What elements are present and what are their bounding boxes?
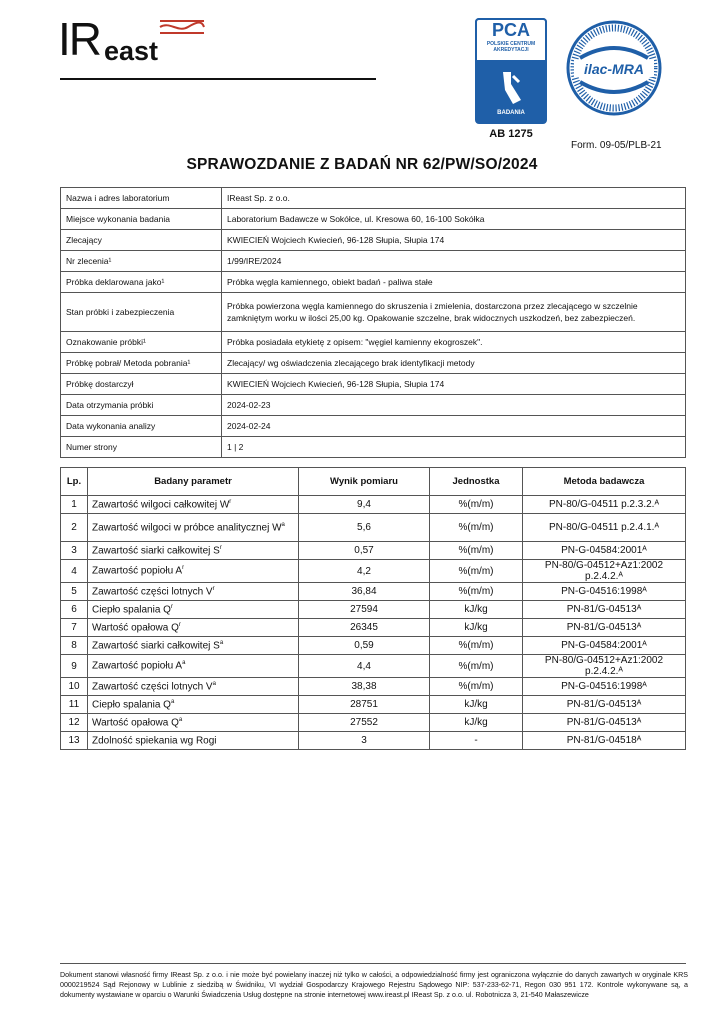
row-unit: kJ/kg bbox=[430, 619, 523, 637]
row-parameter: Zawartość części lotnych $V^a$ bbox=[88, 678, 299, 696]
flask-icon bbox=[497, 70, 525, 106]
row-unit: %(m/m) bbox=[430, 542, 523, 560]
row-value: 28751 bbox=[299, 696, 430, 714]
info-row bbox=[61, 251, 686, 272]
info-label: Próbka deklarowana jako¹ bbox=[61, 272, 222, 293]
row-unit: %(m/m) bbox=[430, 560, 523, 583]
row-value: 27594 bbox=[299, 601, 430, 619]
table-row bbox=[61, 601, 686, 619]
row-parameter: Ciepło spalania $Q^r$ bbox=[88, 601, 299, 619]
row-lp: 10 bbox=[61, 678, 88, 696]
row-method: PN-81/G-04518ᴬ bbox=[523, 732, 686, 750]
accreditation-number: AB 1275 bbox=[489, 128, 533, 140]
row-parameter: Zawartość popiołu $A^a$ bbox=[88, 655, 299, 678]
info-value: KWIECIEŃ Wojciech Kwiecień, 96-128 Słupia, Słupia 174 bbox=[222, 230, 686, 251]
col-header-parameter: Badany parametr bbox=[88, 468, 299, 496]
row-value: 0,57 bbox=[299, 542, 430, 560]
row-value: 27552 bbox=[299, 714, 430, 732]
row-lp: 12 bbox=[61, 714, 88, 732]
table-row bbox=[61, 655, 686, 678]
table-row bbox=[61, 714, 686, 732]
row-value: 26345 bbox=[299, 619, 430, 637]
row-parameter: Zawartość wilgoci całkowitej $W^r$ bbox=[88, 496, 299, 514]
row-lp: 9 bbox=[61, 655, 88, 678]
row-unit: kJ/kg bbox=[430, 714, 523, 732]
row-parameter: Wartość opałowa $Q^a$ bbox=[88, 714, 299, 732]
row-method: PN-G-04516:1998ᴬ bbox=[523, 583, 686, 601]
table-row bbox=[61, 678, 686, 696]
parameter-basis: r bbox=[182, 565, 185, 572]
row-parameter: Zawartość części lotnych $V^r$ bbox=[88, 583, 299, 601]
row-lp: 4 bbox=[61, 560, 88, 583]
pca-category: BADANIA bbox=[497, 110, 525, 116]
row-unit: %(m/m) bbox=[430, 496, 523, 514]
row-value: 38,38 bbox=[299, 678, 430, 696]
table-row bbox=[61, 637, 686, 655]
parameter-basis: a bbox=[212, 680, 216, 687]
info-label: Miejsce wykonania badania bbox=[61, 209, 222, 230]
row-lp: 7 bbox=[61, 619, 88, 637]
row-unit: %(m/m) bbox=[430, 655, 523, 678]
row-parameter: Wartość opałowa $Q^r$ bbox=[88, 619, 299, 637]
pca-org-name: POLSKIE CENTRUM AKREDYTACJI bbox=[486, 41, 536, 53]
info-label: Stan próbki i zabezpieczenia bbox=[61, 293, 222, 332]
row-value: 0,59 bbox=[299, 637, 430, 655]
row-lp: 11 bbox=[61, 696, 88, 714]
info-value: Próbka powierzona węgla kamiennego do skruszenia i zmielenia, dostarczona przez zlecającego w szczelnie zamkniętym worku w ilości 25,00 kg. Opakowanie szczelne, brak widocznych uszkodzeń, bez zabezpieczeń. bbox=[222, 293, 686, 332]
row-parameter: Zawartość popiołu $A^r$ bbox=[88, 560, 299, 583]
info-label: Nazwa i adres laboratorium bbox=[61, 188, 222, 209]
row-unit: %(m/m) bbox=[430, 514, 523, 542]
info-value: 2024-02-24 bbox=[222, 416, 686, 437]
info-row bbox=[61, 416, 686, 437]
row-lp: 2 bbox=[61, 514, 88, 542]
footer-rule bbox=[60, 963, 686, 964]
info-row bbox=[61, 188, 686, 209]
col-header-unit: Jednostka bbox=[430, 468, 523, 496]
row-method: PN-G-04584:2001ᴬ bbox=[523, 542, 686, 560]
row-value: 3 bbox=[299, 732, 430, 750]
parameter-basis: r bbox=[212, 585, 215, 592]
row-parameter: Zawartość siarki całkowitej $S^a$ bbox=[88, 637, 299, 655]
col-header-method: Metoda badawcza bbox=[523, 468, 686, 496]
info-row bbox=[61, 209, 686, 230]
row-method: PN-81/G-04513ᴬ bbox=[523, 714, 686, 732]
row-parameter: Zawartość wilgoci w próbce analitycznej $W^a$ bbox=[88, 514, 299, 542]
info-value: IReast Sp. z o.o. bbox=[222, 188, 686, 209]
row-unit: %(m/m) bbox=[430, 637, 523, 655]
row-lp: 1 bbox=[61, 496, 88, 514]
row-method: PN-81/G-04513ᴬ bbox=[523, 619, 686, 637]
row-unit: - bbox=[430, 732, 523, 750]
row-method: PN-80/G-04512+Az1:2002 p.2.4.2.ᴬ bbox=[523, 560, 686, 583]
row-lp: 6 bbox=[61, 601, 88, 619]
row-method: PN-80/G-04511 p.2.4.1.ᴬ bbox=[523, 514, 686, 542]
row-method: PN-81/G-04513ᴬ bbox=[523, 601, 686, 619]
row-value: 36,84 bbox=[299, 583, 430, 601]
row-unit: %(m/m) bbox=[430, 583, 523, 601]
info-row bbox=[61, 437, 686, 458]
info-value: 1/99/IRE/2024 bbox=[222, 251, 686, 272]
info-label: Próbkę dostarczył bbox=[61, 374, 222, 395]
parameter-basis: a bbox=[281, 521, 285, 528]
info-row bbox=[61, 230, 686, 251]
table-row bbox=[61, 542, 686, 560]
svg-text:ilac-MRA: ilac-MRA bbox=[584, 61, 644, 77]
logo-main-text: IR bbox=[58, 13, 100, 65]
row-method: PN-G-04584:2001ᴬ bbox=[523, 637, 686, 655]
row-unit: kJ/kg bbox=[430, 696, 523, 714]
table-row bbox=[61, 619, 686, 637]
row-parameter: Zdolność spiekania wg Rogi bbox=[88, 732, 299, 750]
info-value: Laboratorium Badawcze w Sokółce, ul. Kresowa 60, 16-100 Sokółka bbox=[222, 209, 686, 230]
parameter-basis: a bbox=[178, 716, 183, 723]
row-method: PN-80/G-04512+Az1:2002 p.2.4.2.ᴬ bbox=[523, 655, 686, 678]
row-value: 9,4 bbox=[299, 496, 430, 514]
info-row bbox=[61, 353, 686, 374]
info-value: Próbka węgla kamiennego, obiekt badań - paliwa stałe bbox=[222, 272, 686, 293]
info-row bbox=[61, 293, 686, 332]
form-number: Form. 09-05/PLB-21 bbox=[571, 140, 662, 151]
row-lp: 8 bbox=[61, 637, 88, 655]
row-method: PN-81/G-04513ᴬ bbox=[523, 696, 686, 714]
row-lp: 3 bbox=[61, 542, 88, 560]
row-lp: 13 bbox=[61, 732, 88, 750]
row-method: PN-G-04516:1998ᴬ bbox=[523, 678, 686, 696]
logo-sub-text: east bbox=[104, 36, 159, 66]
ilac-mra-logo-icon bbox=[566, 20, 662, 116]
info-value: 1 | 2 bbox=[222, 437, 686, 458]
pca-accreditation-badge bbox=[475, 18, 547, 124]
parameter-basis: r bbox=[229, 498, 232, 505]
pca-brand: PCA bbox=[491, 20, 530, 40]
col-header-lp: Lp. bbox=[61, 468, 88, 496]
info-row bbox=[61, 374, 686, 395]
header-rule bbox=[60, 78, 376, 80]
row-lp: 5 bbox=[61, 583, 88, 601]
info-label: Próbkę pobrał/ Metoda pobrania¹ bbox=[61, 353, 222, 374]
row-parameter: Ciepło spalania $Q^a$ bbox=[88, 696, 299, 714]
results-header-row bbox=[61, 468, 686, 496]
row-unit: %(m/m) bbox=[430, 678, 523, 696]
info-label: Data otrzymania próbki bbox=[61, 395, 222, 416]
info-value: Próbka posiadała etykietę z opisem: "węgiel kamienny ekogroszek". bbox=[222, 332, 686, 353]
report-title: SPRAWOZDANIE Z BADAŃ NR 62/PW/SO/2024 bbox=[186, 156, 538, 173]
table-row bbox=[61, 732, 686, 750]
sample-info-table bbox=[60, 187, 686, 458]
parameter-basis: r bbox=[178, 621, 181, 628]
results-table bbox=[60, 467, 686, 750]
info-label: Data wykonania analizy bbox=[61, 416, 222, 437]
info-label: Nr zlecenia¹ bbox=[61, 251, 222, 272]
footer-disclaimer: Dokument stanowi własność firmy IReast Sp. z o.o. i nie może być powielany inaczej niż tylko w całości, a odpowiedzialność firmy jest ograniczona wyłącznie do danych zawartych w oryginale KRS 0000219524 Sąd Rejonowy w Lublinie z siedzibą w Świdniku, VI wydział Gospodarczy Krajowego Rejestru Sądowego NIP: 537-233-62-71, Regon 030 951 172. Kontrole wykonywane są, a dokumenty wystawiane w oparciu o Warunki Świadczenia Usług dostępne na stronie internetowej www.ireast.pl IReast Sp. z o.o. ul. Robotnicza 3, 21-540 Małaszewicze bbox=[60, 971, 688, 999]
parameter-basis: r bbox=[219, 544, 222, 551]
col-header-result: Wynik pomiaru bbox=[299, 468, 430, 496]
parameter-basis: r bbox=[170, 603, 173, 610]
table-row bbox=[61, 514, 686, 542]
info-value: KWIECIEŃ Wojciech Kwiecień, 96-128 Słupia, Słupia 174 bbox=[222, 374, 686, 395]
info-label: Numer strony bbox=[61, 437, 222, 458]
row-value: 5,6 bbox=[299, 514, 430, 542]
table-row bbox=[61, 583, 686, 601]
info-value: 2024-02-23 bbox=[222, 395, 686, 416]
row-unit: kJ/kg bbox=[430, 601, 523, 619]
row-value: 4,4 bbox=[299, 655, 430, 678]
row-method: PN-80/G-04511 p.2.3.2.ᴬ bbox=[523, 496, 686, 514]
table-row bbox=[61, 496, 686, 514]
info-label: Oznakowanie próbki¹ bbox=[61, 332, 222, 353]
info-row bbox=[61, 395, 686, 416]
parameter-basis: a bbox=[219, 639, 224, 646]
row-value: 4,2 bbox=[299, 560, 430, 583]
parameter-basis: a bbox=[182, 660, 186, 667]
table-row bbox=[61, 560, 686, 583]
table-row bbox=[61, 696, 686, 714]
info-label: Zlecający bbox=[61, 230, 222, 251]
info-row bbox=[61, 272, 686, 293]
logo-wave-icon bbox=[158, 18, 206, 36]
info-row bbox=[61, 332, 686, 353]
company-logo bbox=[58, 13, 218, 68]
row-parameter: Zawartość siarki całkowitej $S^r$ bbox=[88, 542, 299, 560]
info-value: Zlecający/ wg oświadczenia zlecającego brak identyfikacji metody bbox=[222, 353, 686, 374]
parameter-basis: a bbox=[170, 698, 175, 705]
